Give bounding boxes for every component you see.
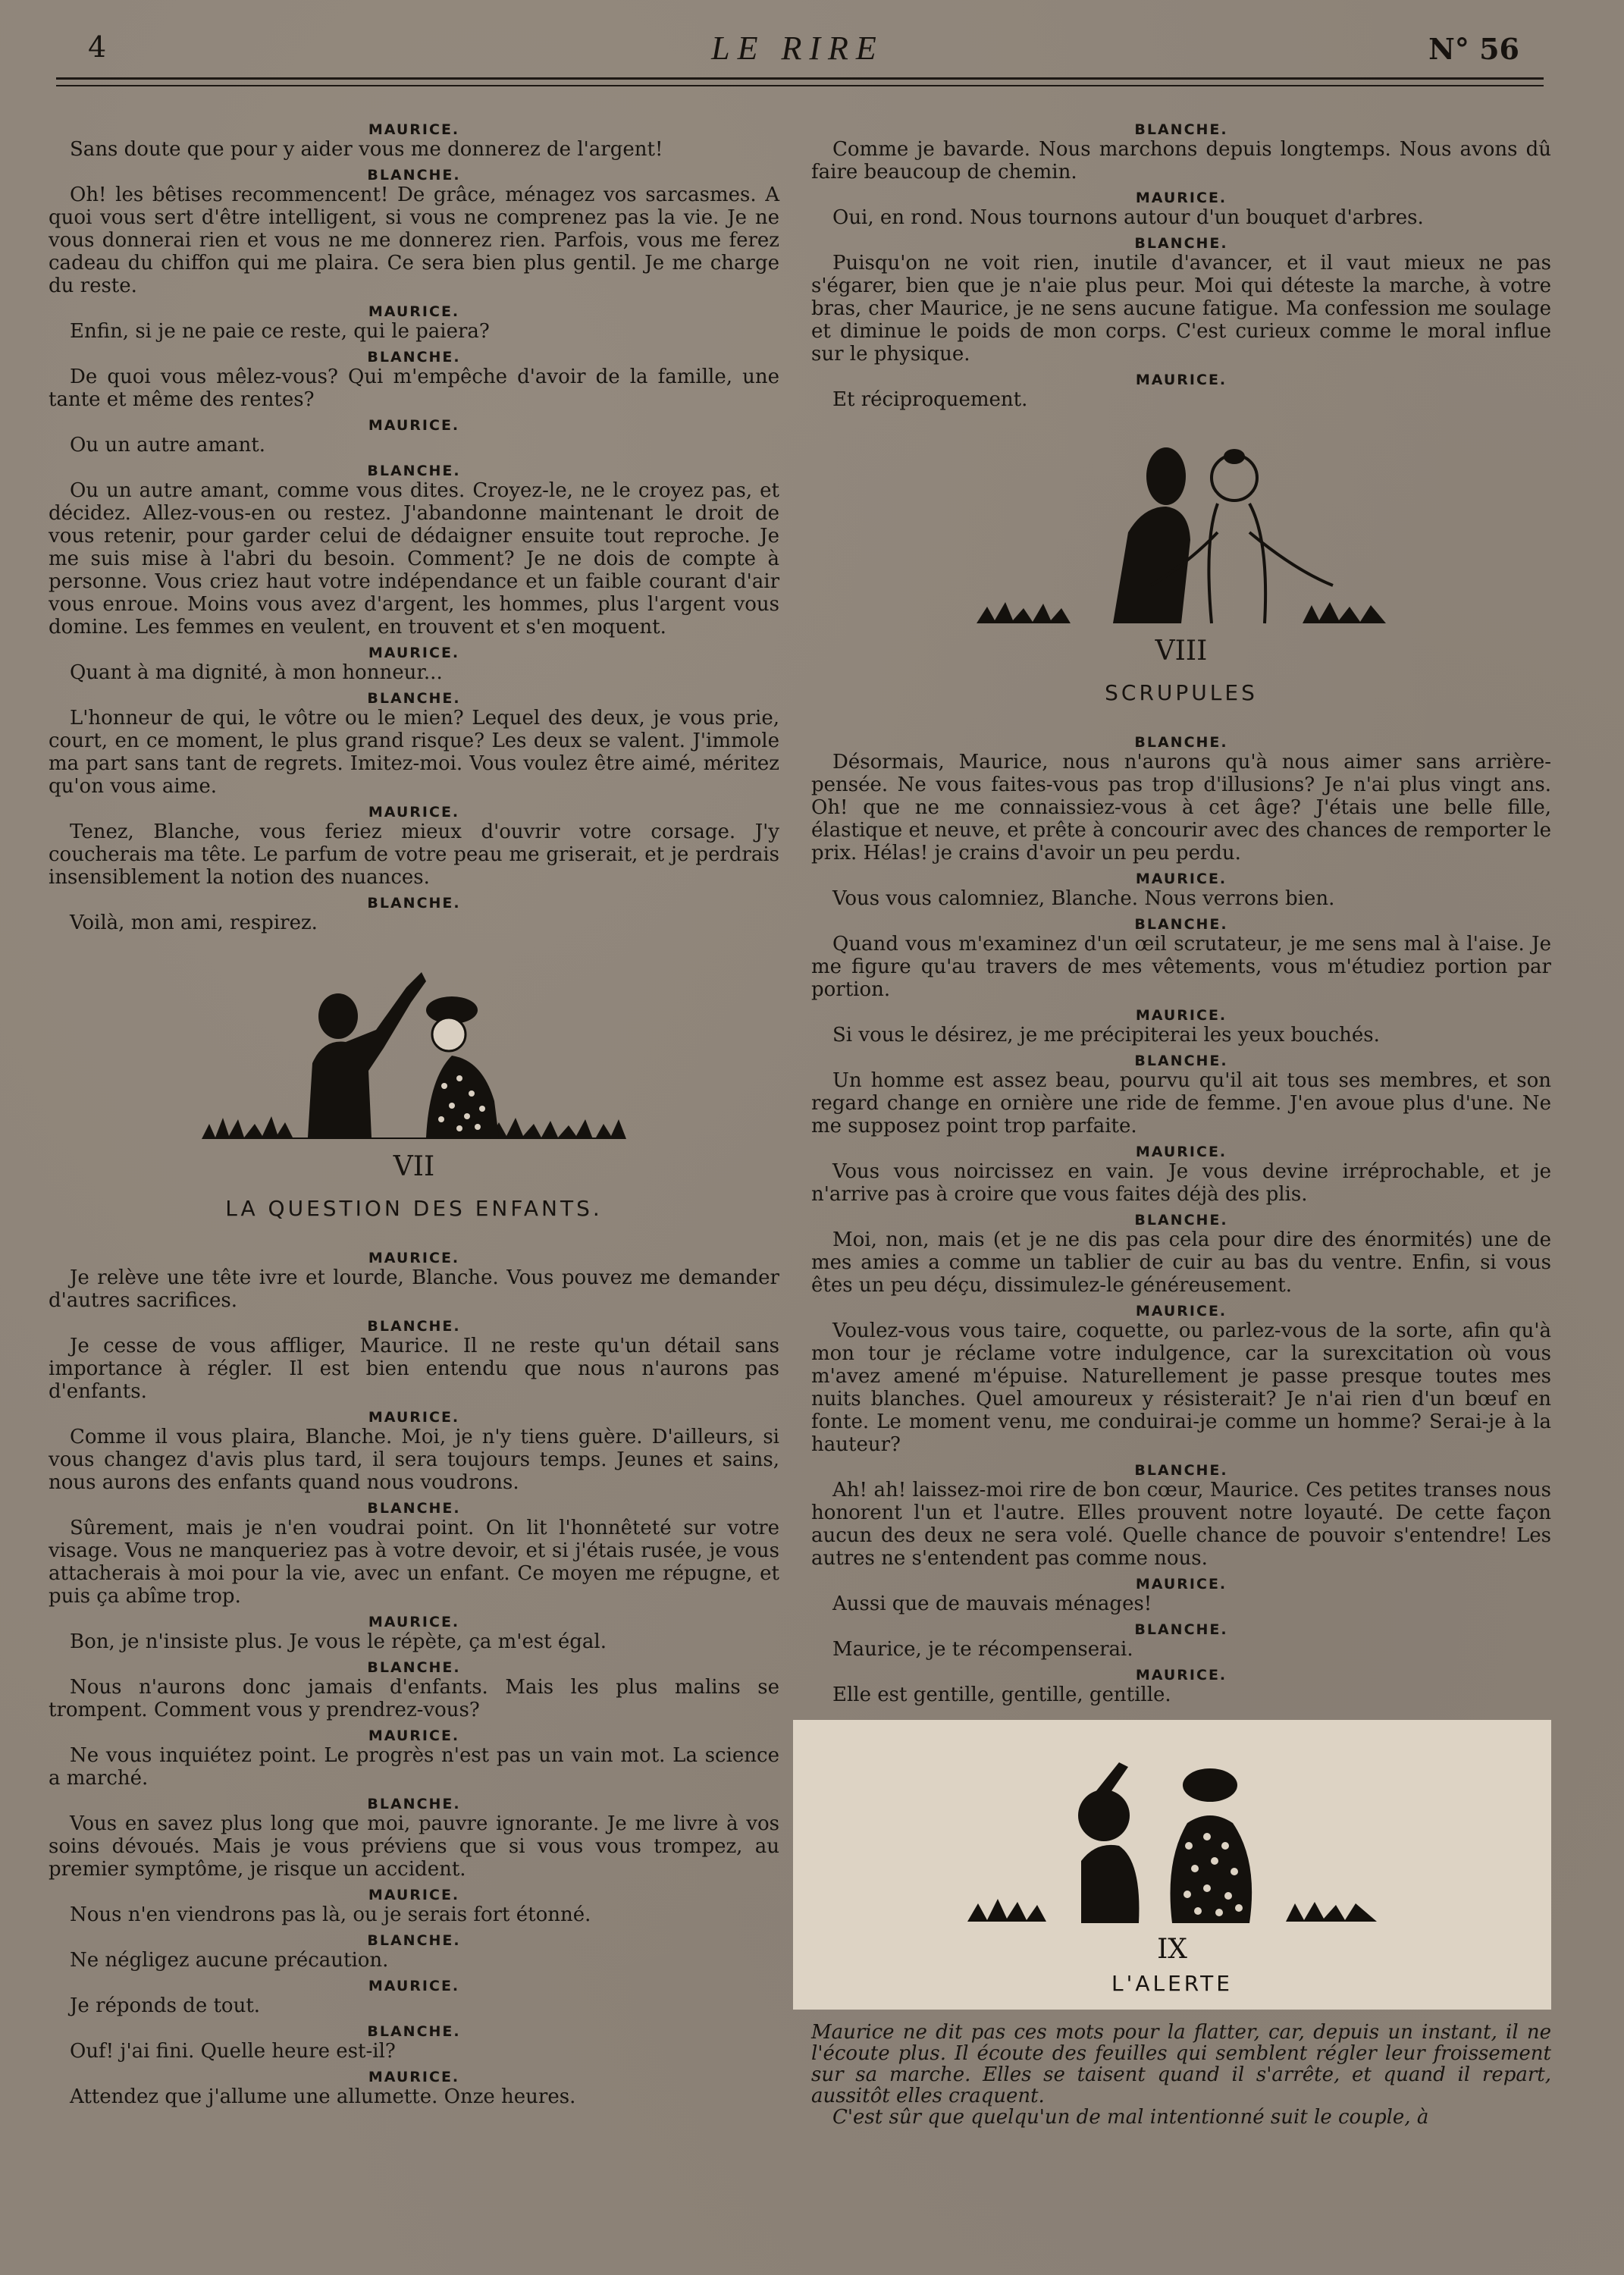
- dialogue-line: Comme je bavarde. Nous marchons depuis longtemps. Nous avons dû faire beaucoup de chemin.: [811, 138, 1551, 184]
- dialogue-line: Ouf! j'ai fini. Quelle heure est-il?: [70, 2040, 396, 2063]
- speaker-label: BLANCHE.: [367, 1659, 461, 1676]
- speaker-label: MAURICE.: [1135, 1144, 1227, 1160]
- dialogue-line: Je réponds de tout.: [70, 1994, 261, 2017]
- dialogue-line: Voilà, mon ami, respirez.: [70, 912, 318, 934]
- narration: [811, 2022, 1551, 2128]
- dialogue-line: Moi, non, mais (et je ne dis pas cela pour dire des énormités) une de mes amies a comme un tablier de cuir au bas du ventre. Enfin, si vous êtes un peu déçu, dissimulez-le généreusement.: [811, 1228, 1551, 1297]
- narration-paragraph-2: C'est sûr que quelqu'un de mal intentionné suit le couple, à: [832, 2106, 1429, 2129]
- dialogue-line: Vous vous calomniez, Blanche. Nous verrons bien.: [832, 887, 1335, 910]
- speaker-label: MAURICE.: [368, 121, 460, 138]
- page-number: 4: [88, 30, 107, 64]
- dialogue-line: Et réciproquement.: [832, 388, 1028, 411]
- narration-paragraph-1: Maurice ne dit pas ces mots pour la flatter, car, depuis un instant, il ne l'écoute plus. Il écoute des feuilles qui semblent régler leur froissement sur sa marche. Elles se taisent quand il s'arrête, et quand il repart, aussitôt elles craquent.: [811, 2021, 1551, 2107]
- speaker-label: BLANCHE.: [367, 349, 461, 366]
- dialogue-line: Ne vous inquiétez point. Le progrès n'est pas un vain mot. La science a marché.: [49, 1744, 779, 1790]
- section-ix-panel: [793, 1720, 1551, 2010]
- speaker-label: MAURICE.: [1135, 372, 1227, 388]
- speaker-label: MAURICE.: [1135, 1667, 1227, 1684]
- dialogue-line: Ah! ah! laissez-moi rire de bon cœur, Maurice. Ces petites transes nous honorent l'un et l'autre. Elles prouvent notre loyauté. De cette façon aucun des deux ne sera volé. Quelle chance de pouvoir s'entendre! Les autres ne s'entendent pas comme nous.: [811, 1479, 1551, 1570]
- dialogue-line: Tenez, Blanche, vous feriez mieux d'ouvrir votre corsage. J'y coucherais ma tête. Le parfum de votre peau me griserait, et je perdrais insensiblement la notion des nuances.: [49, 821, 779, 889]
- speaker-label: BLANCHE.: [1134, 1462, 1228, 1479]
- speaker-label: BLANCHE.: [1134, 1621, 1228, 1638]
- speaker-label: MAURICE.: [1135, 871, 1227, 887]
- speaker-label: BLANCHE.: [1134, 734, 1228, 751]
- speaker-label: BLANCHE.: [1134, 121, 1228, 138]
- dialogue-line: Maurice, je te récompenserai.: [832, 1638, 1133, 1661]
- issue-number: N° 56: [1428, 32, 1519, 66]
- speaker-label: MAURICE.: [1135, 1576, 1227, 1592]
- speaker-label: MAURICE.: [1135, 1303, 1227, 1320]
- dialogue-line: Oui, en rond. Nous tournons autour d'un bouquet d'arbres.: [832, 206, 1424, 229]
- dialogue-line: Quand vous m'examinez d'un œil scrutateur, je me sens mal à l'aise. Je me figure qu'au travers de mes vêtements, vous m'étudiez portion par portion.: [811, 933, 1551, 1001]
- speaker-label: MAURICE.: [368, 417, 460, 434]
- speaker-label: MAURICE.: [1135, 1007, 1227, 1024]
- dialogue-line: Un homme est assez beau, pourvu qu'il ait tous ses membres, et son regard change en ornière une ride de femme. J'en avoue plus d'une. Ne me supposez point trop parfaite.: [811, 1069, 1551, 1138]
- speaker-label: BLANCHE.: [367, 2023, 461, 2040]
- speaker-label: MAURICE.: [368, 1887, 460, 1903]
- journal-title: LE RIRE: [711, 30, 884, 67]
- speaker-label: BLANCHE.: [367, 167, 461, 184]
- dialogue-line: Désormais, Maurice, nous n'aurons qu'à nous aimer sans arrière-pensée. Ne vous faites-vous pas trop d'illusions? Je n'ai plus vingt ans. Oh! que ne me connaissiez-vous à cet âge? J'étais une belle fille, élastique et neuve, et prête à concourir avec des chances de remporter le prix. Hélas! je crains d'avoir un peu perdu.: [811, 751, 1551, 864]
- dialogue-line: Attendez que j'allume une allumette. Onze heures.: [70, 2085, 576, 2108]
- speaker-label: MAURICE.: [1135, 190, 1227, 206]
- illustration-ix: [967, 1747, 1377, 1929]
- section-vii-title: LA QUESTION DES ENFANTS.: [225, 1196, 603, 1221]
- section-vii-number: VII: [393, 1151, 435, 1182]
- speaker-label: BLANCHE.: [367, 463, 461, 479]
- dialogue-line: Bon, je n'insiste plus. Je vous le répète, ça m'est égal.: [70, 1630, 607, 1653]
- speaker-label: MAURICE.: [368, 303, 460, 320]
- speaker-label: BLANCHE.: [367, 1500, 461, 1517]
- speaker-label: MAURICE.: [368, 2069, 460, 2085]
- dialogue-line: Si vous le désirez, je me précipiterai les yeux bouchés.: [832, 1024, 1380, 1046]
- dialogue-line: Oh! les bêtises recommencent! De grâce, ménagez vos sarcasmes. A quoi vous sert d'être intelligent, si vous ne comprenez pas la vie. Je ne vous donnerai rien et vous ne me donnerez rien. Parfois, vous me ferez cadeau du chiffon qui me plaira. Ce sera bien plus gentil. Je me charge du reste.: [49, 184, 779, 297]
- section-ix-title: L'ALERTE: [1111, 1971, 1233, 1996]
- speaker-label: MAURICE.: [368, 1614, 460, 1630]
- dialogue-line: Enfin, si je ne paie ce reste, qui le paiera?: [70, 320, 490, 343]
- right-dialogue-part-1: [811, 121, 1551, 411]
- dialogue-line: Quant à ma dignité, à mon honneur...: [70, 661, 443, 684]
- page-header: [47, 27, 1548, 73]
- dialogue-line: Comme il vous plaira, Blanche. Moi, je n'y tiens guère. D'ailleurs, si vous changez d'avis plus tard, il sera toujours temps. Jeunes et sains, nous aurons des enfants quand nous voudrons.: [49, 1426, 779, 1494]
- dialogue-line: Puisqu'on ne voit rien, inutile d'avancer, et il vaut mieux ne pas s'égarer, bien que je n'aie plus peur. Moi qui déteste la marche, à votre bras, cher Maurice, je ne sens aucune fatigue. Ma confession me soulage et diminue le poids de mon corps. C'est curieux comme le moral influe sur le physique.: [811, 252, 1551, 366]
- section-ix-number: IX: [1157, 1934, 1187, 1965]
- dialogue-line: Je relève une tête ivre et lourde, Blanche. Vous pouvez me demander d'autres sacrifices.: [49, 1266, 779, 1312]
- dialogue-line: Ou un autre amant.: [70, 434, 265, 457]
- speaker-label: MAURICE.: [368, 645, 460, 661]
- illustration-viii: [977, 434, 1386, 631]
- header-rule-thin: [56, 85, 1544, 86]
- header-rule-thick: [56, 77, 1544, 80]
- speaker-label: BLANCHE.: [1134, 916, 1228, 933]
- dialogue-line: Elle est gentille, gentille, gentille.: [832, 1684, 1171, 1706]
- speaker-label: BLANCHE.: [367, 1796, 461, 1812]
- dialogue-line: Je cesse de vous affliger, Maurice. Il ne reste qu'un détail sans importance à régler. Il est bien entendu que nous n'aurons pas d'enfants.: [49, 1335, 779, 1403]
- speaker-label: MAURICE.: [368, 1250, 460, 1266]
- speaker-label: MAURICE.: [368, 804, 460, 821]
- speaker-label: BLANCHE.: [1134, 1212, 1228, 1228]
- dialogue-line: Ne négligez aucune précaution.: [70, 1949, 389, 1972]
- speaker-label: BLANCHE.: [367, 1932, 461, 1949]
- dialogue-line: Sans doute que pour y aider vous me donnerez de l'argent!: [70, 138, 663, 161]
- dialogue-line: Ou un autre amant, comme vous dites. Croyez-le, ne le croyez pas, et décidez. Allez-vous-en ou restez. J'abandonne maintenant le droit de vous retenir, pour garder celui de dédaigner ensuite tout reproche. Je me suis mise à l'abri du besoin. Comment? Je ne dois de compte à personne. Vous criez haut votre indépendance et un faible courant d'air vous enroue. Moins vous avez d'argent, les hommes, plus l'argent vous domine. Les femmes en veulent, en trouvent et s'en moquent.: [49, 479, 779, 639]
- right-dialogue-part-2: [811, 734, 1551, 1706]
- dialogue-line: Aussi que de mauvais ménages!: [832, 1592, 1152, 1615]
- left-column: [49, 115, 779, 2108]
- dialogue-line: Nous n'en viendrons pas là, ou je serais fort étonné.: [70, 1903, 591, 1926]
- right-column: [811, 115, 1551, 2128]
- speaker-label: BLANCHE.: [367, 1318, 461, 1335]
- dialogue-line: Vous vous noircissez en vain. Je vous devine irréprochable, et je n'arrive pas à croire que vous faites déjà des plis.: [811, 1160, 1551, 1206]
- dialogue-line: L'honneur de qui, le vôtre ou le mien? Lequel des deux, je vous prie, court, en ce moment, le plus grand risque? Les deux se valent. J'immole ma part sans tant de regrets. Imitez-moi. Vous voulez être aimé, méritez qu'on vous aime.: [49, 707, 779, 798]
- speaker-label: MAURICE.: [368, 1727, 460, 1744]
- speaker-label: BLANCHE.: [367, 895, 461, 912]
- section-viii-number: VIII: [1155, 635, 1208, 667]
- dialogue-line: Sûrement, mais je n'en voudrai point. On lit l'honnêteté sur votre visage. Vous ne manqueriez pas à votre devoir, et si j'étais rusée, je vous attacherais à moi pour la vie, avec un enfant. Ce moyen me répugne, et puis ça abîme trop.: [49, 1517, 779, 1608]
- left-dialogue-part-1: [49, 121, 779, 934]
- speaker-label: MAURICE.: [368, 1409, 460, 1426]
- dialogue-line: De quoi vous mêlez-vous? Qui m'empêche d'avoir de la famille, une tante et même des rentes?: [49, 366, 779, 411]
- speaker-label: BLANCHE.: [1134, 1053, 1228, 1069]
- speaker-label: MAURICE.: [368, 1978, 460, 1994]
- section-viii-title: SCRUPULES: [1105, 680, 1258, 705]
- dialogue-line: Nous n'aurons donc jamais d'enfants. Mais les plus malins se trompent. Comment vous y prendrez-vous?: [49, 1676, 779, 1721]
- speaker-label: BLANCHE.: [1134, 235, 1228, 252]
- speaker-label: BLANCHE.: [367, 690, 461, 707]
- left-dialogue-part-2: [49, 1250, 779, 2108]
- dialogue-line: Vous en savez plus long que moi, pauvre ignorante. Je me livre à vos soins dévoués. Mais je vous préviens que si vous vous trompez, au premier symptôme, je risque un accident.: [49, 1812, 779, 1881]
- illustration-vii: [202, 957, 626, 1147]
- dialogue-line: Voulez-vous vous taire, coquette, ou parlez-vous de la sorte, afin qu'à mon tour je réclame votre indulgence, car la surexcitation où vous m'avez amené m'épuise. Naturellement je passe presque toutes mes nuits blanches. Quel amoureux y résisterait? Je n'ai rien d'un bœuf en fonte. Le moment venu, me conduirai-je comme un homme? Serai-je à la hauteur?: [811, 1320, 1551, 1456]
